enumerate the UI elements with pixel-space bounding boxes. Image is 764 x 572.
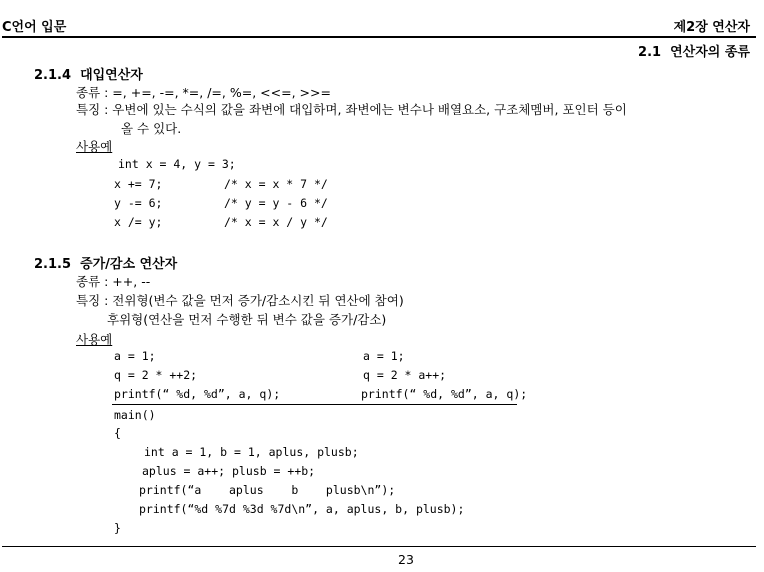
section-2-1-5-heading: 2.1.5 증가/감소 연산자	[34, 257, 178, 272]
increment-feature-line2: 후위형(연산을 먼저 수행한 뒤 변수 값을 증가/감소)	[107, 312, 387, 327]
main-code-line: printf(“%d %7d %3d %7d\n”, a, aplus, b, plusb);	[139, 502, 465, 516]
footer-rule	[2, 546, 756, 547]
code-line-right: a = 1;	[363, 349, 405, 363]
main-code-line: printf(“a aplus b plusb\n”);	[139, 483, 396, 497]
page-number: 23	[398, 552, 414, 567]
book-title: C언어 입문	[2, 20, 67, 35]
code-comment: /* x = x * 7 */	[224, 177, 328, 191]
increment-kinds: 종류 : ++, --	[76, 274, 151, 289]
main-code-line: {	[114, 426, 121, 440]
code-divider-rule	[112, 404, 517, 405]
chapter-title: 제2장 연산자	[673, 20, 750, 35]
example-label: 사용예	[76, 139, 113, 154]
increment-feature-line1: 특징 : 전위형(변수 값을 먼저 증가/감소시킨 뒤 연산에 참여)	[76, 293, 404, 308]
code-line: y -= 6;	[114, 196, 163, 210]
code-comment: /* x = x / y */	[224, 215, 328, 229]
code-line-left: q = 2 * ++2;	[114, 368, 198, 382]
main-code-line: int a = 1, b = 1, aplus, plusb;	[144, 445, 359, 459]
section-2-1-4-heading: 2.1.4 대입연산자	[34, 68, 143, 83]
code-line: int x = 4, y = 3;	[118, 157, 236, 171]
code-comment: /* y = y - 6 */	[224, 196, 328, 210]
example-label: 사용예	[76, 332, 113, 347]
code-line-right: q = 2 * a++;	[363, 368, 447, 382]
header-rule	[2, 36, 756, 38]
code-line-left: a = 1;	[114, 349, 156, 363]
code-line-right: printf(“ %d, %d”, a, q);	[361, 387, 528, 401]
code-line: x /= y;	[114, 215, 163, 229]
main-code-line: }	[114, 521, 121, 535]
section-title: 2.1 연산자의 종류	[638, 45, 750, 60]
assignment-feature-line1: 특징 : 우변에 있는 수식의 값을 좌변에 대입하며, 좌변에는 변수나 배열요소, 구조체멤버, 포인터 등이	[76, 102, 627, 117]
main-code-line: aplus = a++; plusb = ++b;	[142, 464, 316, 478]
code-line-left: printf(“ %d, %d”, a, q);	[114, 387, 281, 401]
main-code-line: main()	[114, 408, 156, 422]
code-line: x += 7;	[114, 177, 163, 191]
assignment-feature-line2: 올 수 있다.	[121, 121, 182, 136]
assignment-kinds: 종류 : =, +=, -=, *=, /=, %=, <<=, >>=	[76, 85, 331, 100]
